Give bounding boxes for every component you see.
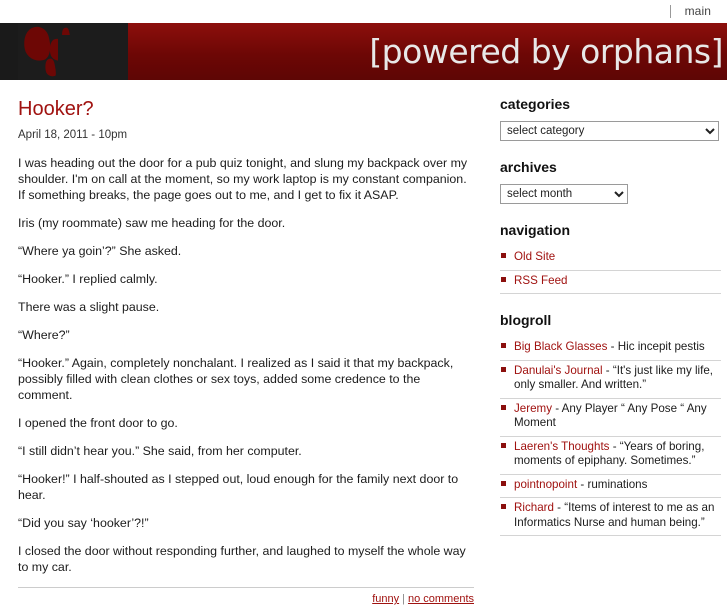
post-paragraph: I opened the front door to go. [18,416,178,430]
blogroll-link[interactable]: pointnopoint [514,477,578,491]
post-paragraph: “Where?” [18,328,70,342]
blogroll-description: - Hic incepit pestis [607,340,705,353]
top-navigation-bar [0,0,727,23]
navigation-list [500,247,721,294]
blogroll-heading: blogroll [500,312,552,328]
sidebar-section-archives [500,159,721,204]
archive-month-select[interactable] [500,184,628,204]
archives-heading: archives [500,159,557,175]
post-paragraph: “Where ya goin’?” She asked. [18,244,182,258]
post-category-link[interactable]: funny [372,593,400,605]
post-paragraph: “I still didn’t hear you.” She said, from her computer. [18,444,302,458]
post-paragraph: “Hooker!” I half-shouted as I stepped out, loud enough for the family next door to hear. [18,472,459,502]
nav-divider [670,5,671,18]
site-title: [powered by orphans] [369,31,723,71]
post-column [0,80,492,605]
blogroll-link[interactable]: Richard [514,501,554,514]
list-item[interactable] [500,437,721,475]
list-item[interactable] [500,498,721,536]
blogroll-link[interactable]: Jeremy [514,401,553,415]
post-paragraph: “Hooker.” I replied calmly. [18,272,158,286]
banner-left-block [0,23,18,80]
blogroll-link[interactable]: Danulai's Journal [514,363,603,377]
blogroll-description: - “It's just like my life, only smaller. And written.” [514,363,714,391]
categories-heading: categories [500,96,571,112]
list-item[interactable] [500,247,721,271]
post-date: April 18, 2011 - 10pm [18,129,128,141]
nav-link[interactable]: Old Site [514,250,556,263]
sidebar-section-navigation [500,222,721,294]
sidebar [492,80,727,605]
post-comments-link[interactable]: no comments [407,593,474,605]
navigation-heading: navigation [500,222,571,238]
sidebar-section-categories [500,96,721,141]
list-item[interactable] [500,361,721,399]
post-footer [18,587,474,605]
post-body [18,155,474,575]
list-item[interactable] [500,475,721,499]
post-paragraph: “Did you say ‘hooker’?!” [18,516,149,530]
list-item[interactable] [500,399,721,437]
post-paragraph: “Hooker.” Again, completely nonchalant. I realized as I said it that my backpack, possibly filled with clean clothes or sex toys, added some credence to the comment. [18,356,454,402]
page-content [0,80,727,605]
blogroll-list [500,337,721,536]
blogroll-description: - “Years of boring, moments of epiphany. Sometimes.” [514,439,705,467]
site-banner [0,23,727,80]
post-paragraph: I closed the door without responding further, and laughed to myself the whole way to my car. [18,544,466,574]
blogroll-link[interactable]: Big Black Glasses [514,340,608,353]
category-select[interactable] [500,121,719,141]
post-paragraph: I was heading out the door for a pub quiz tonight, and slung my backpack over my shoulder. I'm on call at the moment, so my work laptop is my constant companion. If something breaks, the page goes out to me, and I get to fix it ASAP. [18,156,468,202]
footer-divider: | [402,593,405,605]
sidebar-section-blogroll [500,312,721,536]
blood-splatter-graphic [18,23,128,80]
blogroll-link[interactable]: Laeren's Thoughts [514,439,610,453]
list-item[interactable] [500,337,721,361]
nav-link[interactable]: RSS Feed [514,273,568,287]
post-paragraph: There was a slight pause. [18,300,160,314]
blogroll-description: - “Items of interest to me as an Informatics Nurse and human being.” [514,501,715,529]
post-paragraph: Iris (my roommate) saw me heading for the door. [18,216,286,230]
blogroll-description: - Any Player “ Any Pose “ Any Moment [514,401,707,429]
post-title: Hooker? [18,98,94,120]
blogroll-description: - ruminations [577,477,648,491]
list-item[interactable] [500,271,721,295]
nav-item-main[interactable]: main [684,4,711,18]
